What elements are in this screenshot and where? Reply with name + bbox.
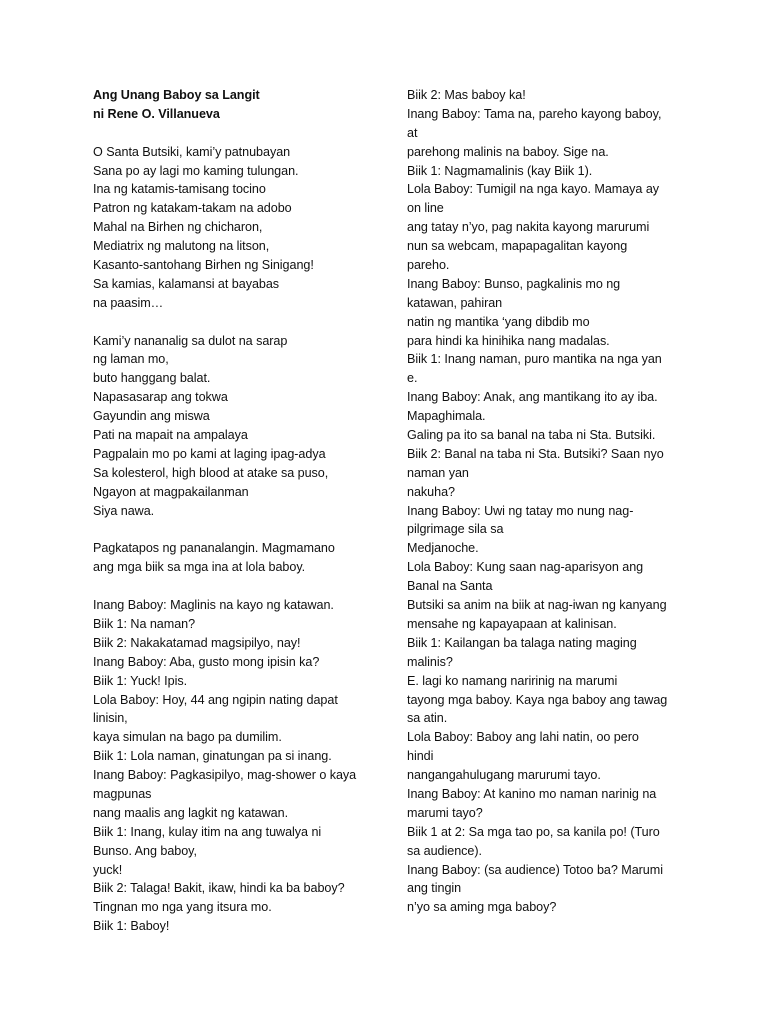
text-line: hindi bbox=[407, 749, 434, 764]
text-line: Biik 1: Kailangan ba talaga nating maging bbox=[407, 635, 637, 650]
text-line: O Santa Butsiki, kami’y patnubayan bbox=[93, 144, 291, 159]
text-line: Biik 1: Inang naman, puro mantika na nga yan bbox=[407, 352, 662, 367]
text-line: at bbox=[407, 125, 418, 140]
text-line: n’yo sa aming mga baboy? bbox=[407, 900, 557, 915]
text-line: Inang Baboy: Anak, ang mantikang ito ay iba. bbox=[407, 390, 658, 405]
text-line: Biik 1: Inang, kulay itim na ang tuwalya ni bbox=[93, 824, 322, 839]
text-line bbox=[93, 520, 383, 539]
text-line: tayong mga baboy. Kaya nga baboy ang tawag bbox=[407, 692, 668, 707]
text-line: yuck! bbox=[93, 862, 123, 877]
text-line: Inang Baboy: Maglinis na kayo ng katawan. bbox=[93, 598, 334, 613]
text-line: nang maalis ang lagkit ng katawan. bbox=[93, 805, 289, 820]
text-line: ang tatay n’yo, pag nakita kayong marurumi bbox=[407, 220, 650, 235]
text-line: mensahe ng kapayapaan at kalinisan. bbox=[407, 616, 617, 631]
text-line: ang mga biik sa mga ina at lola baboy. bbox=[93, 560, 306, 575]
text-line: Banal na Santa bbox=[407, 579, 493, 594]
text-line: Pagpalain mo po kami at laging ipag-adya bbox=[93, 446, 326, 461]
text-line: magpunas bbox=[93, 786, 152, 801]
text-line: E. lagi ko namang naririnig na marumi bbox=[407, 673, 618, 688]
text-line: pilgrimage sila sa bbox=[407, 522, 504, 537]
text-line: Biik 2: Banal na taba ni Sta. Butsiki? Saan nyo bbox=[407, 446, 664, 461]
text-line: nangangahulugang marurumi tayo. bbox=[407, 768, 601, 783]
text-line: Biik 2: Mas baboy ka! bbox=[407, 88, 526, 102]
text-line: Butsiki sa anim na biik at nag-iwan ng kanyang bbox=[407, 598, 667, 613]
text-line: sa atin. bbox=[407, 711, 448, 726]
text-line: ang tingin bbox=[407, 881, 462, 896]
right-column bbox=[407, 86, 682, 917]
text-line: natin ng mantika ‘yang dibdib mo bbox=[407, 314, 590, 329]
text-line: Lola Baboy: Tumigil na nga kayo. Mamaya ay bbox=[407, 182, 660, 197]
text-line: Inang Baboy: Bunso, pagkalinis mo ng bbox=[407, 276, 621, 291]
text-line: Lola Baboy: Kung saan nag-aparisyon ang bbox=[407, 560, 644, 575]
text-line: Pagkatapos ng pananalangin. Magmamano bbox=[93, 541, 335, 556]
text-line: Sana po ay lagi mo kaming tulungan. bbox=[93, 163, 299, 178]
text-line: Medjanoche. bbox=[407, 541, 479, 556]
text-line: Inang Baboy: Tama na, pareho kayong baboy, bbox=[407, 106, 662, 121]
text-line: Ina ng katamis-tamisang tocino bbox=[93, 182, 266, 197]
text-line: marumi tayo? bbox=[407, 805, 483, 820]
text-line: Mahal na Birhen ng chicharon, bbox=[93, 220, 263, 235]
right-column-text bbox=[407, 86, 682, 917]
text-line: kaya simulan na bago pa dumilim. bbox=[93, 730, 282, 745]
text-line: Inang Baboy: At kanino mo naman narinig na bbox=[407, 786, 657, 801]
text-line: Biik 1: Baboy! bbox=[93, 919, 170, 934]
text-line: pareho. bbox=[407, 258, 450, 273]
text-line: Lola Baboy: Hoy, 44 ang ngipin nating dapat bbox=[93, 692, 338, 707]
text-line bbox=[93, 313, 383, 332]
text-line: Gayundin ang miswa bbox=[93, 409, 210, 424]
text-line: malinis? bbox=[407, 654, 453, 669]
left-column-text bbox=[93, 124, 383, 936]
text-line: Ngayon at magpakailanman bbox=[93, 484, 249, 499]
text-line: Inang Baboy: (sa audience) Totoo ba? Marumi bbox=[407, 862, 663, 877]
text-line: linisin, bbox=[93, 711, 128, 726]
document-author: ni Rene O. Villanueva bbox=[93, 106, 220, 121]
text-line bbox=[93, 577, 383, 596]
text-line: e. bbox=[407, 371, 418, 386]
text-line: Sa kolesterol, high blood at atake sa puso, bbox=[93, 465, 329, 480]
text-line: Kami’y nananalig sa dulot na sarap bbox=[93, 333, 288, 348]
text-line: buto hanggang balat. bbox=[93, 371, 211, 386]
text-line: Pati na mapait na ampalaya bbox=[93, 428, 248, 443]
text-line bbox=[93, 124, 383, 143]
text-line: Biik 1: Na naman? bbox=[93, 616, 196, 631]
text-line: Mediatrix ng malutong na litson, bbox=[93, 239, 270, 254]
text-line: Biik 1: Lola naman, ginatungan pa si inang. bbox=[93, 749, 332, 764]
text-line: Inang Baboy: Aba, gusto mong ipisin ka? bbox=[93, 654, 320, 669]
text-line: Sa kamias, kalamansi at bayabas bbox=[93, 276, 280, 291]
left-column bbox=[93, 86, 383, 936]
text-line: naman yan bbox=[407, 465, 469, 480]
text-line: sa audience). bbox=[407, 843, 482, 858]
text-line: Bunso. Ang baboy, bbox=[93, 843, 197, 858]
text-line: ng laman mo, bbox=[93, 352, 169, 367]
text-line: nun sa webcam, mapapagalitan kayong bbox=[407, 239, 628, 254]
document-title: Ang Unang Baboy sa Langit bbox=[93, 88, 260, 102]
text-line: Biik 1: Yuck! Ipis. bbox=[93, 673, 188, 688]
text-line: Biik 2: Nakakatamad magsipilyo, nay! bbox=[93, 635, 301, 650]
text-line: Patron ng katakam-takam na adobo bbox=[93, 201, 292, 216]
text-line: Lola Baboy: Baboy ang lahi natin, oo pero bbox=[407, 730, 639, 745]
text-line: Siya nawa. bbox=[93, 503, 155, 518]
text-line: parehong malinis na baboy. Sige na. bbox=[407, 144, 609, 159]
text-line: nakuha? bbox=[407, 484, 455, 499]
text-line: katawan, pahiran bbox=[407, 295, 503, 310]
text-line: Kasanto-santohang Birhen ng Sinigang! bbox=[93, 258, 314, 273]
text-line: Biik 2: Talaga! Bakit, ikaw, hindi ka ba baboy? bbox=[93, 881, 345, 896]
text-line: Inang Baboy: Pagkasipilyo, mag-shower o kaya bbox=[93, 768, 357, 783]
text-line: Galing pa ito sa banal na taba ni Sta. Butsiki. bbox=[407, 428, 656, 443]
text-line: Mapaghimala. bbox=[407, 409, 486, 424]
text-line: Biik 1 at 2: Sa mga tao po, sa kanila po! (Turo bbox=[407, 824, 660, 839]
text-line: Napasasarap ang tokwa bbox=[93, 390, 228, 405]
text-line: Tingnan mo nga yang itsura mo. bbox=[93, 900, 272, 915]
text-line: Inang Baboy: Uwi ng tatay mo nung nag- bbox=[407, 503, 634, 518]
text-line: on line bbox=[407, 201, 444, 216]
text-line: Biik 1: Nagmamalinis (kay Biik 1). bbox=[407, 163, 593, 178]
text-line: para hindi ka hinihika nang madalas. bbox=[407, 333, 610, 348]
text-line: na paasim… bbox=[93, 295, 164, 310]
